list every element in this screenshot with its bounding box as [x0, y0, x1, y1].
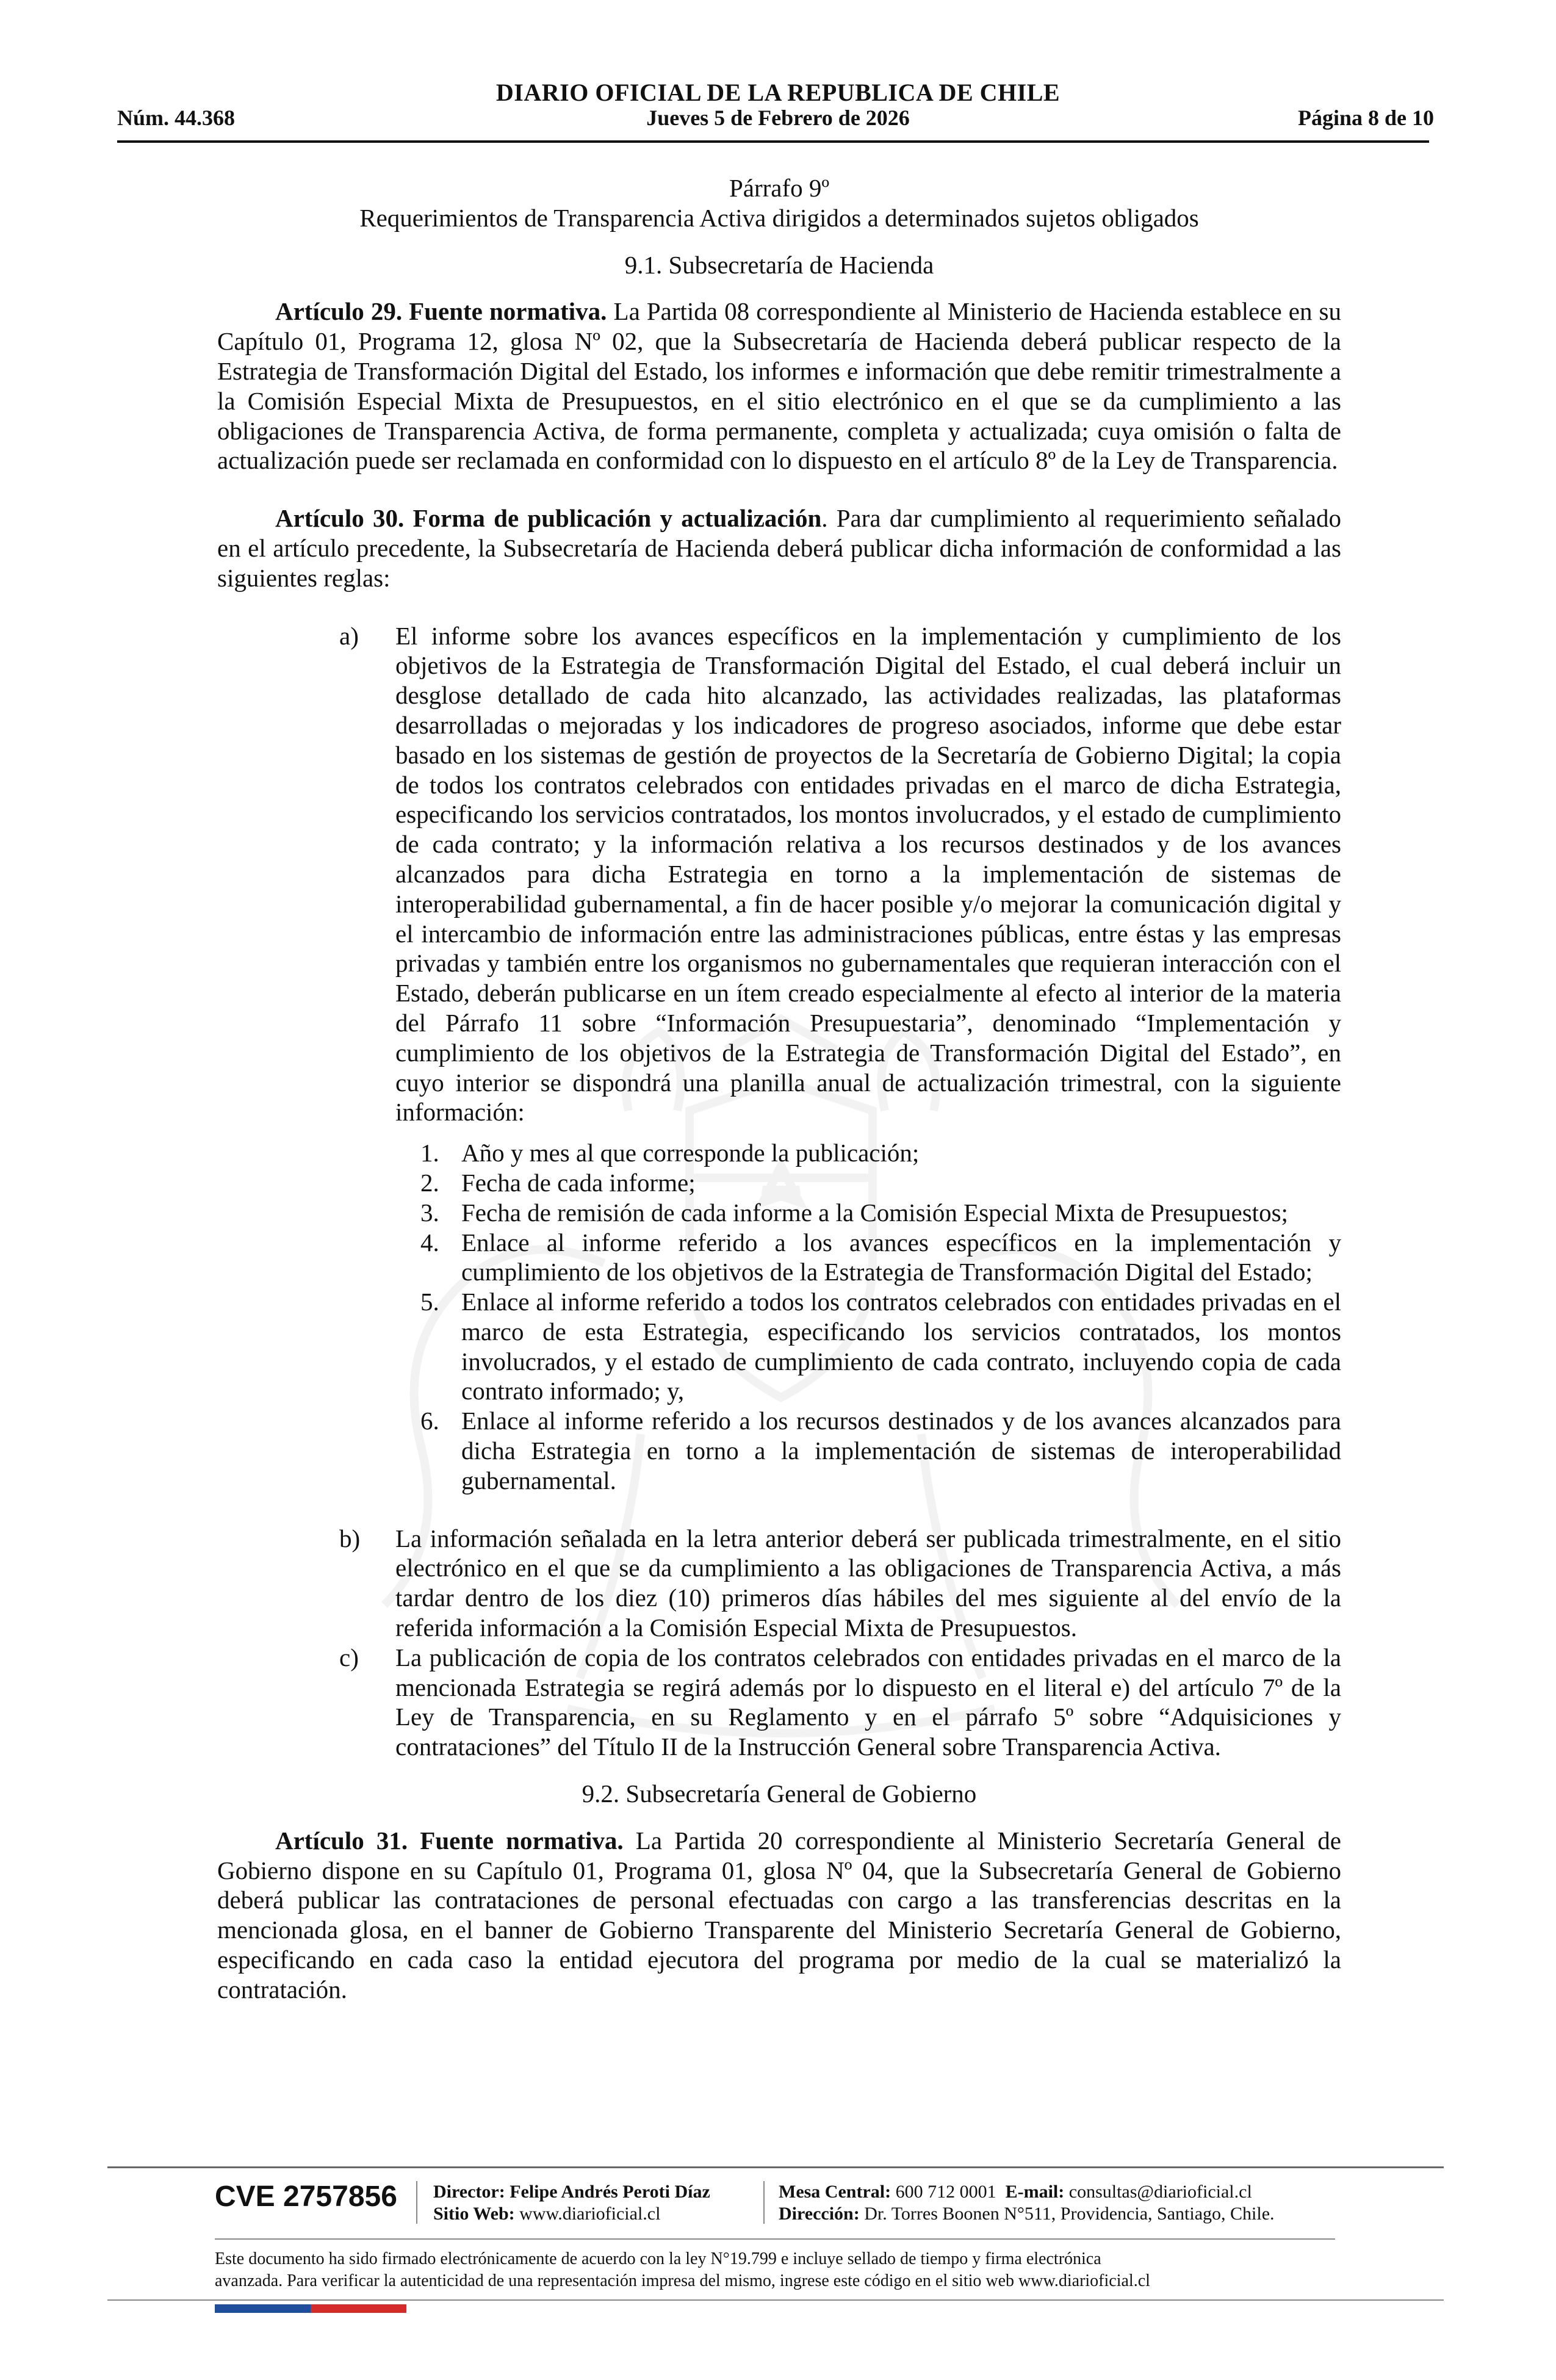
item-b-text: La información señalada en la letra anterior deberá ser publicada trimestralmente, en el sitio electrónico en el que se da cumplimiento a las obligaciones de Transparencia Activa, a más tardar dentro de los diez (10) primeros días hábiles del mes siguiente al del envío de la referida información a la Comisión Especial Mixta de Presupuestos.	[395, 1524, 1341, 1642]
footer-contact-block	[779, 2181, 1275, 2225]
legal-line-1: Este documento ha sido firmado electrónicamente de acuerdo con la ley N°19.799 e incluye sellado de tiempo y firma electrónica	[215, 2249, 1101, 2268]
flag-blue-stripe	[215, 2304, 311, 2313]
paragraph-heading: Párrafo 9º	[729, 174, 830, 202]
issue-date: Jueves 5 de Febrero de 2026	[646, 106, 910, 130]
item-label: b)	[339, 1524, 361, 1552]
footer-divider-middle	[215, 2238, 1335, 2240]
list-item	[217, 1406, 1341, 1495]
item-label: c)	[339, 1643, 359, 1671]
director-label: Director:	[433, 2182, 505, 2202]
footer-divider-bottom	[107, 2299, 1444, 2301]
section-heading-gobierno: 9.2. Subsecretaría General de Gobierno	[582, 1780, 977, 1808]
article-30	[217, 503, 1341, 593]
list-number: 4.	[420, 1228, 439, 1257]
phone-label: Mesa Central:	[779, 2182, 891, 2202]
footer-divider-top	[107, 2166, 1444, 2168]
list-item-text: Enlace al informe referido a los avances específicos en la implementación y cumplimiento de los objetivos de la Estrategia de Transformación Digital del Estado;	[461, 1228, 1341, 1286]
site-link[interactable]: www.diarioficial.cl	[519, 2204, 661, 2224]
article-31-title: Artículo 31. Fuente normativa.	[275, 1826, 624, 1855]
legal-notice	[215, 2248, 1374, 2292]
address-label: Dirección:	[779, 2204, 860, 2224]
footer-director-block	[433, 2181, 710, 2225]
list-item	[217, 1228, 1341, 1288]
article-31	[217, 1826, 1341, 2005]
cve-code: CVE 2757856	[215, 2180, 397, 2213]
article-30-text: . Para dar cumplimiento al requerimiento señalado en el artículo precedente, la Subsecretaría de Hacienda deberá publicar dicha información de conformidad a las siguientes reglas:	[217, 504, 1341, 592]
list-number: 2.	[420, 1168, 439, 1197]
article-29-title: Artículo 29. Fuente normativa.	[275, 297, 607, 326]
list-item-text: Fecha de remisión de cada informe a la Comisión Especial Mixta de Presupuestos;	[461, 1198, 1288, 1227]
article-29-text: La Partida 08 correspondiente al Ministerio de Hacienda establece en su Capítulo 01, Programa 12, glosa Nº 02, que la Subsecretaría de Hacienda deberá publicar respecto de la Estrategia de Transformación Digital del Estado, los informes e información que debe remitir trimestralmente a la Comisión Especial Mixta de Presupuestos, en el sitio electrónico en el que se da cumplimiento a las obligaciones de Transparencia Activa, de forma permanente, completa y actualizada; cuya omisión o falta de actualización puede ser reclamada en conformidad con lo dispuesto en el artículo 8º de la Ley de Transparencia.	[217, 297, 1342, 475]
item-c-text: La publicación de copia de los contratos celebrados con entidades privadas en el marco de la mencionada Estrategia se regirá además por lo dispuesto en el literal e) del artículo 7º de la Ley de Transparencia, en su Reglamento y en el párrafo 5º sobre “Adquisiciones y contrataciones” del Título II de la Instrucción General sobre Transparencia Activa.	[395, 1643, 1341, 1761]
email-link[interactable]: consultas@diarioficial.cl	[1068, 2182, 1252, 2202]
rule-item-b	[217, 1524, 1341, 1643]
rule-item-c	[217, 1643, 1341, 1762]
footer-separator	[416, 2181, 417, 2224]
legal-line-2: avanzada. Para verificar la autenticidad de una representación impresa del mismo, ingrese este código en el sitio web www.diarioficial.cl	[215, 2271, 1150, 2290]
article-31-text: La Partida 20 correspondiente al Ministerio Secretaría General de Gobierno dispone en su Capítulo 01, Programa 01, glosa Nº 04, que la Subsecretaría General de Gobierno deberá publicar las contrataciones de personal efectuadas con cargo a las transferencias descritas en la mencionada glosa, en el banner de Gobierno Transparente del Ministerio Secretaría General de Gobierno, especificando en cada caso la entidad ejecutora del programa por medio de la cual se materializó la contratación.	[217, 1826, 1342, 2003]
director-name: Felipe Andrés Peroti Díaz	[510, 2182, 710, 2202]
list-item	[217, 1168, 1341, 1198]
phone-number: 600 712 0001	[895, 2182, 996, 2202]
document-body	[217, 173, 1341, 2005]
item-label: a)	[339, 621, 359, 650]
address-text: Dr. Torres Boonen N°511, Providencia, Santiago, Chile.	[864, 2204, 1275, 2224]
header-divider	[117, 140, 1429, 143]
article-30-title: Artículo 30. Forma de publicación y actualización	[275, 504, 822, 533]
flag-color-bar	[215, 2304, 406, 2313]
issue-number: Núm. 44.368	[117, 106, 236, 130]
site-label: Sitio Web:	[433, 2204, 515, 2224]
list-item-text: Enlace al informe referido a los recursos destinados y de los avances alcanzados para dicha Estrategia en torno a la implementación de sistemas de interoperabilidad gubernamental.	[461, 1407, 1341, 1495]
rule-item-a	[217, 621, 1341, 1128]
list-item	[217, 1198, 1341, 1228]
flag-red-stripe	[311, 2304, 406, 2313]
paragraph-subtitle: Requerimientos de Transparencia Activa dirigidos a determinados sujetos obligados	[359, 203, 1199, 232]
page-indicator: Página 8 de 10	[1297, 106, 1434, 130]
list-item-text: Año y mes al que corresponde la publicación;	[461, 1139, 920, 1167]
gazette-title: DIARIO OFICIAL DE LA REPUBLICA DE CHILE	[495, 79, 1061, 106]
section-heading-hacienda: 9.1. Subsecretaría de Hacienda	[624, 250, 934, 279]
item-a-text: El informe sobre los avances específicos en la implementación y cumplimiento de los objetivos de la Estrategia de Transformación Digital del Estado, el cual deberá incluir un desglose detallado de cada hito alcanzado, las actividades realizadas, las plataformas desarrolladas o mejoradas y los indicadores de progreso asociados, informe que debe estar basado en los sistemas de gestión de proyectos de la Secretaría de Gobierno Digital; la copia de todos los contratos celebrados con entidades privadas en el marco de dicha Estrategia, especificando los servicios contratados, los montos involucrados, y el estado de cumplimiento de cada contrato; y la información relativa a los recursos destinados y de los avances alcanzados para dicha Estrategia en torno a la implementación de sistemas de interoperabilidad gubernamental, a fin de hacer posible y/o mejorar la comunicación digital y el intercambio de información entre las administraciones públicas, entre éstas y las empresas privadas y también entre los organismos no gubernamentales que requieran interacción con el Estado, deberán publicarse en un ítem creado especialmente al efecto al interior de la materia del Párrafo 11 sobre “Información Presupuestaria”, denominado “Implementación y cumplimiento de los objetivos de la Estrategia de Transformación Digital del Estado”, en cuyo interior se dispondrá una planilla anual de actualización trimestral, con la siguiente información:	[395, 621, 1341, 1127]
list-number: 5.	[420, 1288, 439, 1316]
list-number: 6.	[420, 1407, 439, 1435]
list-item	[217, 1138, 1341, 1168]
list-item-text: Enlace al informe referido a todos los contratos celebrados con entidades privadas en el marco de esta Estrategia, especificando los servicios contratados, los montos involucrados, y el estado de cumplimiento de cada contrato, incluyendo copia de cada contrato informado; y,	[461, 1288, 1341, 1405]
list-number: 1.	[420, 1139, 439, 1167]
footer-separator	[763, 2181, 765, 2224]
email-label: E-mail:	[1005, 2182, 1065, 2202]
list-number: 3.	[420, 1198, 439, 1227]
article-29	[217, 297, 1341, 475]
list-item	[217, 1287, 1341, 1406]
list-item-text: Fecha de cada informe;	[461, 1168, 696, 1197]
information-list	[217, 1138, 1341, 1496]
